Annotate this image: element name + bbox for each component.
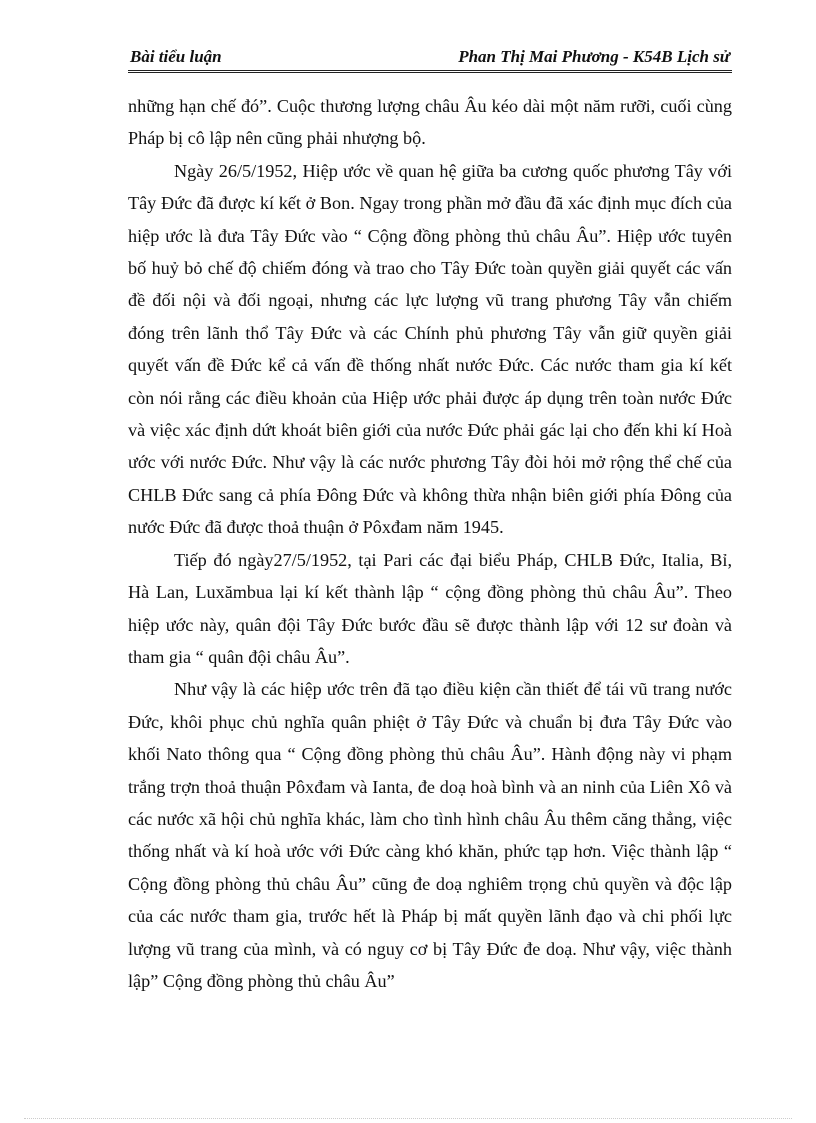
paragraph-paris-treaty: Tiếp đó ngày27/5/1952, tại Pari các đại biểu Pháp, CHLB Đức, Italia, Bỉ, Hà Lan, Luxămbua lại kí kết thành lập “ cộng đồng phòng thủ châu Âu”. Theo hiệp ước này, quân đội Tây Đức bước đầu sẽ được thành lập với 12 sư đoàn và tham gia “ quân đội châu Âu”. bbox=[128, 549, 732, 667]
page-header bbox=[128, 46, 732, 73]
header-document-type: Bài tiểu luận bbox=[130, 47, 222, 66]
page-bottom-divider bbox=[24, 1118, 792, 1119]
header-author: Phan Thị Mai Phương - K54B Lịch sử bbox=[458, 47, 730, 66]
paragraph-consequences: Như vậy là các hiệp ước trên đã tạo điều kiện cần thiết để tái vũ trang nước Đức, khôi phục chủ nghĩa quân phiệt ở Tây Đức và chuẩn bị đưa Tây Đức vào khối Nato thông qua “ Cộng đồng phòng thủ châu Âu”. Hành động này vi phạm trắng trợn thoả thuận Pôxđam và Ianta, đe doạ hoà bình và an ninh của Liên Xô và các nước xã hội chủ nghĩa khác, làm cho tình hình châu Âu thêm căng thẳng, việc thống nhất và kí hoà ước với Đức càng khó khăn, phức tạp hơn. Việc thành lập “ Cộng đồng phòng thủ châu Âu” cũng đe doạ nghiêm trọng chủ quyền và độc lập của các nước tham gia, trước hết là Pháp bị mất quyền lãnh đạo và chi phối lực lượng vũ trang của mình, và có nguy cơ bị Tây Đức đe doạ. Như vậy, việc thành lập” Cộng đồng phòng thủ châu Âu” bbox=[128, 679, 732, 991]
paragraph-continuation: những hạn chế đó”. Cuộc thương lượng châu Âu kéo dài một năm rưỡi, cuối cùng Pháp bị cô lập nên cũng phải nhượng bộ. bbox=[128, 96, 732, 149]
document-body bbox=[128, 90, 732, 997]
paragraph-bon-treaty: Ngày 26/5/1952, Hiệp ước về quan hệ giữa ba cương quốc phương Tây với Tây Đức đã được kí kết ở Bon. Ngay trong phần mở đầu đã xác định mục đích của hiệp ước là đưa Tây Đức vào “ Cộng đồng phòng thủ châu Âu”. Hiệp ước tuyên bố huỷ bỏ chế độ chiếm đóng và trao cho Tây Đức toàn quyền giải quyết các vấn đề đối nội và đối ngoại, nhưng các lực lượng vũ trang phương Tây vẫn chiếm đóng trên lãnh thổ Tây Đức và các Chính phủ phương Tây vẫn giữ quyền giải quyết vấn đề Đức kể cả vấn đề thống nhất nước Đức. Các nước tham gia kí kết còn nói rằng các điều khoản của Hiệp ước phải được áp dụng trên toàn nước Đức và việc xác định dứt khoát biên giới của nước Đức phải gác lại cho đến khi kí Hoà ước với nước Đức. Như vậy là các nước phương Tây đòi hỏi mở rộng thể chế của CHLB Đức sang cả phía Đông Đức và không thừa nhận biên giới phía Đông của nước Đức đã được thoả thuận ở Pôxđam năm 1945. bbox=[128, 160, 732, 538]
